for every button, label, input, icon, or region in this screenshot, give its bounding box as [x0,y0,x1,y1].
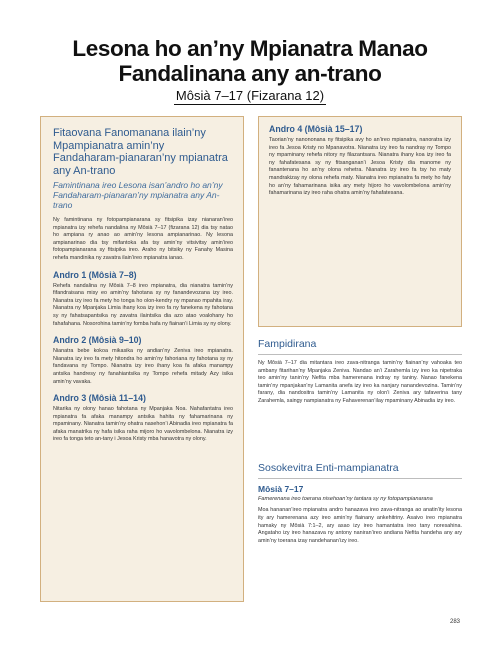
page-subtitle [0,88,500,105]
page-number: 283 [450,619,461,625]
section-heading-day-2: Andro 2 (Môsià 9–10) [53,335,142,346]
scripture-block-heading: Môsià 7–17 [258,484,304,494]
teaching-suggestions-section [258,462,462,545]
introduction-text: Ny Môsià 7–17 dia mitantara ireo zava-nitranga tamin’ny fiainan’ny vahoaka teo ambany fitarihan’ny Mpanjaka Zeniva. Nandao an’i Zarahemla izy ireo ka nipetraka teo amin’ny tanin’ny Nefita mba hamerenana indray ny taniny. Nanao fanekena tamin’ny mpanjakan’ny Lamanita anefa izy ireo ka nanjary nanandevozina. Tamin’ny farany, dia nandositra tamin’ny Lamanita ny olon’i Zeniva ary tafaverina tany Zarahemla, saingy nampianatra ny Fahaverenan’ilay mpaminany Abinadia izy ireo. [258,360,462,404]
day-4-box [258,116,462,327]
section-heading-day-3: Andro 3 (Môsià 11–14) [53,393,146,404]
sidebar-title: Fitaovana Fanomanana ilain’ny Mpampianatra amin’ny Fandaharam-pianaran’ny mpianatra any An-trano [53,127,228,177]
title-line-1: Lesona ho an’ny Mpianatra Manao [72,36,428,61]
teaching-suggestions-divider [258,478,462,479]
section-text-day-1: Rehefa nandalina ny Môsià 7–8 ireo mpianatra, dia nianatra tamin’ny fifandraisana misy eo amin’ny fahotana sy ny fanandevozana izy ireo. Nianatra izy ireo fa mety ho tonga ho olon-kendry ny mpanao mpahita iray. Nianatra ny Mpanjaka Limia ihany koa izy ireo fa ny fanekena ny fahotana sy ny fahatsapantsika ny zavatra ilaintsika dia azo atao voalohany ho fahafahana. Nosorohina tamin’ny fomba hafa ny fiainan’i Limia sy ny olony. [53,282,233,327]
teacher-preparation-box [40,116,244,602]
sidebar-intro: Ny famintinana ny fotopampianarana sy fitsipika izay nianaran’ireo mpianatra izy rehefa nandalina ny Môsià 7–17 (fizarana 12) dia tsy natao ho ampiana ry anao ao amin’ny lesona ampianarinao. Ny lesona ampianarinao dia tsy mifantoka afa tsy amin’ny vitsivitsy amin’ireo fotopampianarana sy fitsipika ireo. Araho ny bitsiky ny Fanahy Masina rehefa mandinika ny zavatra ilain’ireo mpianatra ianao. [53,217,233,261]
section-text-day-3: Nitarika ny olony hanao fahotana ny Mpanjaka Noa. Nahafantatra ireo mpianatra fa afaka manampy antsika hahita ny fahamarinana ny mpaminany. Nianatra tamin’ny ohatra nasehon’i Abinadia ireo mpianatra fa afaka manatrika ny hafa isika raha mijoro ho vavolombelona. Nianatra izy ireo fa tonga teto an-tany i Jesoa Kristy mba hanavotra ny olony. [53,406,233,443]
introduction-section [258,338,462,406]
sidebar-subtitle: Famintinana ireo Lesona isan’andro ho an’ny Fandaharam-pianaran’ny mpianatra any An-trano [53,180,223,210]
page-title [0,36,500,86]
subtitle-text: Môsià 7–17 (Fizarana 12) [175,88,325,103]
teaching-suggestions-text: Moa hananan’ireo mpianatra andro hanazava ireo zava-nitranga ao anatin’ity lesona ity ary hamerenana azy ireo amin’ny fiainany ankehitriny. Asaivo ireo mpianatra hamaky ny Môsià 7:1–2, ary asao izy ireo hamantatra ireo tany noresahina. Angataho izy ireo hanazava ny antony naniran’ireo andiana Nefita handeha any ary amin’ny toerana izay nandehanan’izy ireo. [258,507,462,544]
scripture-block-subtitle: Famerenana ireo toerana nisehoan’ny tantara sy ny fotopampianarana [258,496,433,502]
introduction-divider [258,354,462,355]
section-text-day-4: Taorian’ny nanononana ny fitsipika avy ho an’ireo mpianatra, nanoratra izy ireo fa Jesoa Kristy no Mpanavotra. Nianatra izy ireo fa nandray ny Tompo ny mpaminany rehefa nitory ny filazantsara. Nianatra ihany koa izy ireo fa ny fahafatesana sy ny fitsanganan’i Jesoa Kristy dia manome ny fanantenana ho an’ny olona rehetra. Nianatra izy ireo fa tsy ho maty mandrakizay ny olona rehefa maty. Nianatra ireo mpianatra fa mety ho faty ho an’ny fahamarinana isika ary mety hijoro ho vavolombelona amin’ny fahamarinana izy ireo raha ohatra amin’ny fahafatesana. [269,137,451,197]
section-heading-day-4: Andro 4 (Môsià 15–17) [269,124,363,134]
teaching-suggestions-heading: Sosokevitra Enti-mampianatra [258,462,399,474]
section-heading-day-1: Andro 1 (Môsià 7–8) [53,269,137,280]
section-text-day-2: Nianatra bebe kokoa mikasika ny andian’ny Zeniva ireo mpianatra. Nianatra izy ireo fa mety hitondra ho amin’ny fahoriana ny fahotana sy ny fandavana ny Tompo. Nianatra izy ireo ihany koa fa afaka manampy antsika handresy ny fanahiantsika ny Tompo rehefa mitady Azy isika amin’ny vavaka. [53,348,233,385]
introduction-heading: Fampidirana [258,338,317,350]
title-line-2: Fandalinana any an-trano [118,61,382,86]
